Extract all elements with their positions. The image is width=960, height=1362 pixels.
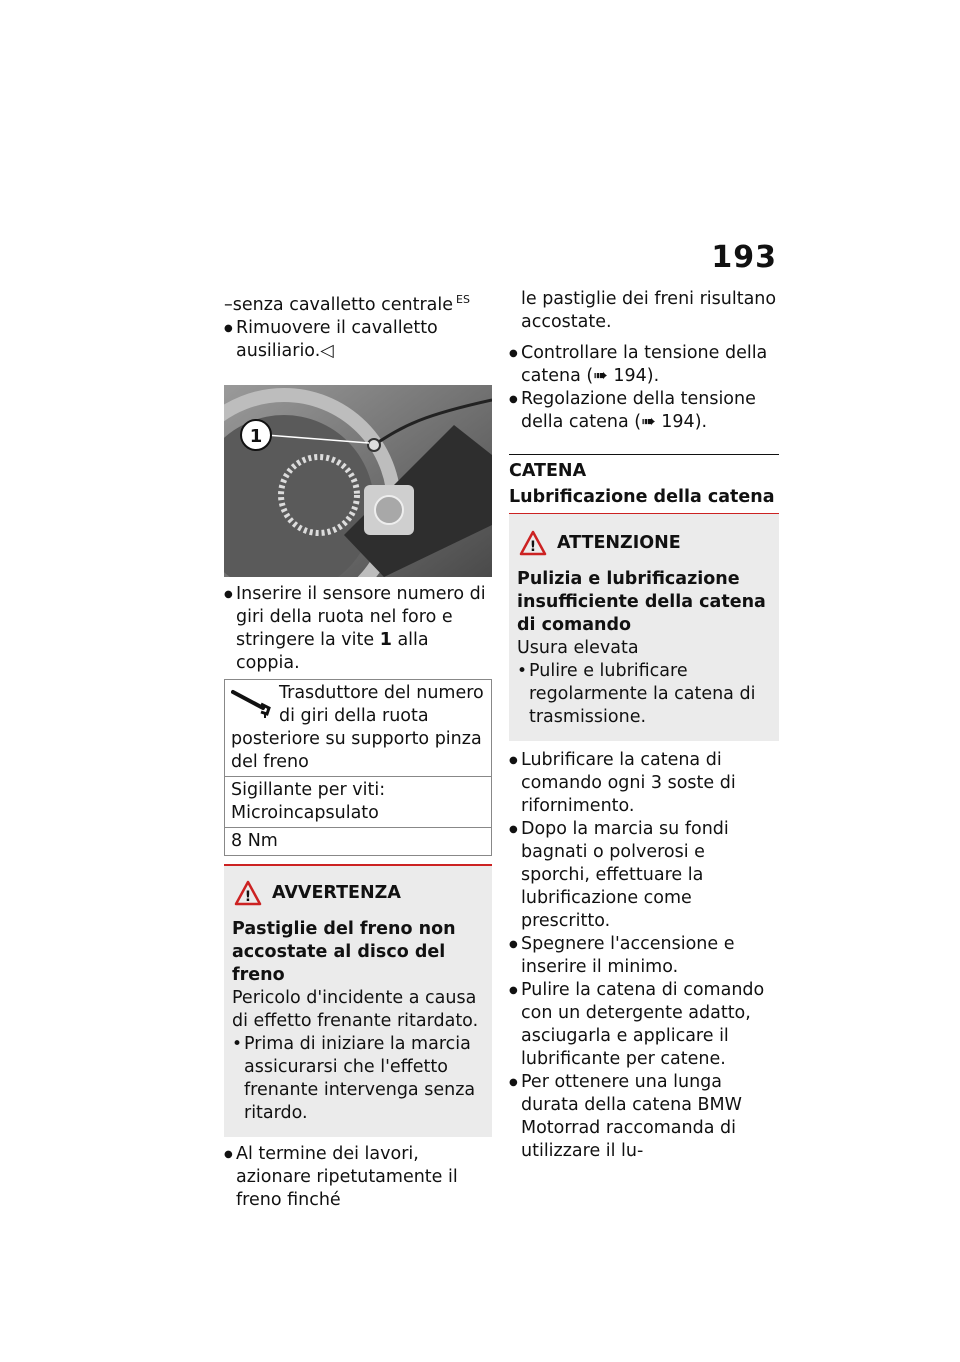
dash-item: –senza cavalletto centrale $^{ES}$ <box>224 293 470 315</box>
list-item: ● Pulire la catena di comando con un detergente adatto, asciugarla e applicare il lubrificante per catene. <box>509 979 779 1071</box>
bullet-list <box>224 1143 492 1212</box>
torque-spec-box <box>224 679 492 856</box>
bullet-list <box>224 317 492 363</box>
svg-text:!: ! <box>529 539 537 555</box>
torque-wrench-icon <box>231 686 273 718</box>
list-item: ● Al termine dei lavori, azionare ripetutamente il freno finché <box>224 1143 492 1212</box>
list-item: ● Rimuovere il cavalletto ausiliario.◁ <box>224 317 492 363</box>
list-item: ● Per ottenere una lunga durata della catena BMW Motorrad raccomanda di utilizzare il lu- <box>509 1071 779 1163</box>
section-divider <box>509 454 779 455</box>
list-item: ● Dopo la marcia su fondi bagnati o polverosi e sporchi, effettuare la lubrificazione come prescritto. <box>509 818 779 933</box>
sensor-photo-illustration <box>224 385 492 577</box>
caution-header <box>517 530 769 556</box>
list-item: ● Controllare la tensione della catena (➠ 194). <box>509 342 779 388</box>
right-column <box>509 288 779 1163</box>
spec-torque-row: 8 Nm <box>225 827 491 855</box>
spec-description-row: Trasduttore del numero di giri della ruota posteriore su supporto pinza del freno <box>231 682 484 772</box>
photo-callout-label: 1 <box>249 425 263 447</box>
lubrication-steps <box>509 749 779 1163</box>
list-item: • Pulire e lubrificare regolarmente la catena di trasmissione. <box>517 660 769 729</box>
left-column <box>224 288 492 1212</box>
list-item: ● Spegnere l'accensione e inserire il minimo. <box>509 933 779 979</box>
warning-text: Pericolo d'incidente a causa di effetto frenante ritardato. <box>232 987 479 1031</box>
caution-title: ATTENZIONE <box>557 533 681 553</box>
bullet-list <box>224 583 492 675</box>
caution-subtitle: Pulizia e lubrificazione insufficiente della catena di comando <box>517 569 766 635</box>
warning-list <box>232 1033 482 1125</box>
warning-header <box>232 880 482 906</box>
bullet-list <box>509 342 779 434</box>
subsection-title: Lubrificazione della catena <box>509 487 779 514</box>
warning-triangle-icon <box>519 530 547 556</box>
caution-text: Usura elevata <box>517 638 639 658</box>
list-item: ● Lubrificare la catena di comando ogni 3 soste di rifornimento. <box>509 749 779 818</box>
list-item: ● Inserire il sensore numero di giri della ruota nel foro e stringere la vite 1 alla coppia. <box>224 583 492 675</box>
page-number: 193 <box>711 240 777 275</box>
section-title: CATENA <box>509 461 587 481</box>
sensor-photo <box>224 385 492 577</box>
warning-subtitle: Pastiglie del freno non accostate al disco del freno <box>232 918 456 985</box>
warning-triangle-icon <box>234 880 262 906</box>
caution-list <box>517 660 769 729</box>
caution-box <box>509 514 779 741</box>
continued-text: le pastiglie dei freni risultano accostate. <box>521 289 777 332</box>
warning-title: AVVERTENZA <box>272 882 401 903</box>
list-item: ● Regolazione della tensione della catena (➠ 194). <box>509 388 779 434</box>
spec-sealant-row: Sigillante per viti: Microincapsulato <box>225 776 491 827</box>
list-item: • Prima di iniziare la marcia assicurarsi che l'effetto frenante intervenga senza ritardo. <box>232 1033 482 1125</box>
svg-text:!: ! <box>244 888 252 905</box>
warning-box <box>224 864 492 1137</box>
variant-superscript: ES <box>456 293 470 306</box>
